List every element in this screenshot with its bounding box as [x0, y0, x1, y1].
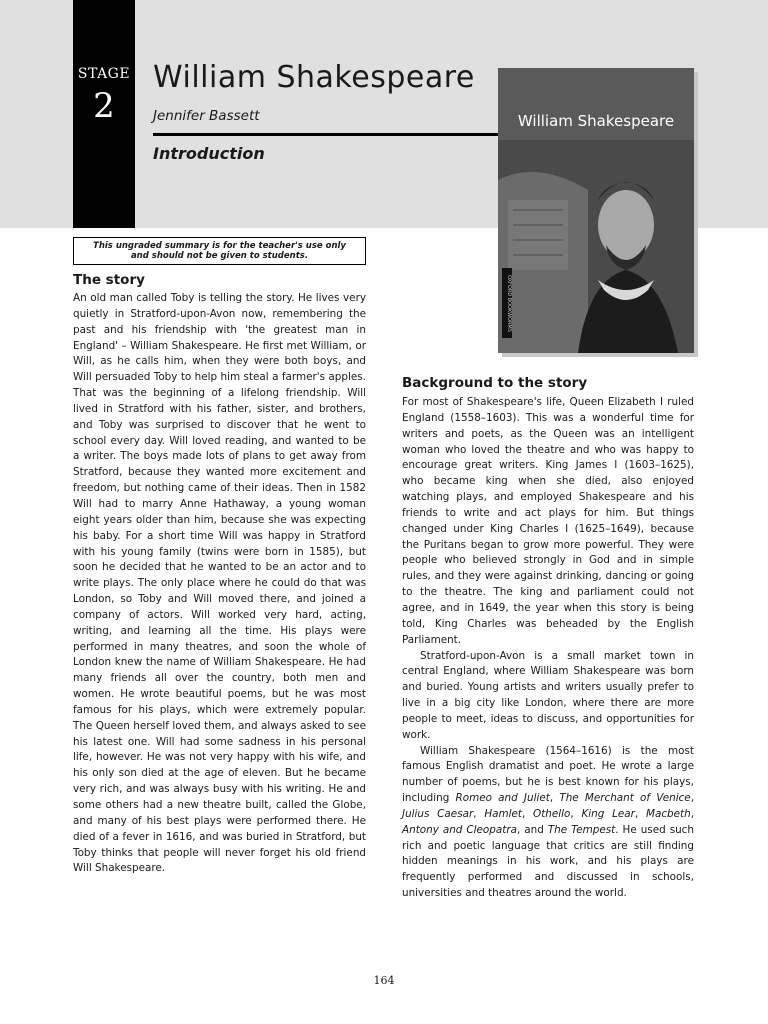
section-heading: Introduction [153, 144, 265, 163]
teacher-notice [73, 237, 366, 265]
page-title: William Shakespeare [153, 60, 475, 95]
story-column [73, 291, 366, 877]
title-rule [153, 133, 500, 136]
play-title: King Lear [581, 807, 635, 820]
stage-badge [73, 0, 135, 228]
play-title: The Merchant of Venice [559, 792, 691, 805]
play-title: Antony and Cleopatra [402, 823, 517, 836]
story-paragraph: An old man called Toby is telling the story. He lives very quietly in Stratford-upon-Avon now, remembering the past and his friendship with 'the greatest man in England' – William Shakespeare. He first met William, or Will, as he calls him, when they were both boys, and Will persuaded Toby to help him steal a farmer's apples. That was the beginning of a lifelong friendship. Will lived in Stratford with his father, sister, and brothers, and Toby was surprised to discover that he went to school every day. Will loved reading, and wanted to be a writer. The boys made lots of plans to get away from Stratford, because they wanted more excitement and freedom, but nothing came of their ideas. Then in 1582 Will had to marry Anne Hathaway, a young woman eight years older than him, because she was expecting his baby. For a short time Will was happy in Stratford with his young family (twins were born in 1585), but soon he decided that he wanted to be an actor and to write plays. The only place where he could do that was London, so Toby and Will moved there, and joined a company of actors. Will worked very hard, acting, writing, and learning all the time. His plays were performed in many theatres, and soon the whole of London knew the name of William Shakespeare. He had many friends all over the country, both men and women. He wrote beautiful poems, but he was most famous for his plays, which were extremely popular. The Queen herself loved them, and always asked to see his latest one. Will had some sadness in his personal life, however. He was not very happy with his wife, and his only son died at the age of eleven. But he became very rich, and was always busy with his writing. He and some others had a new theatre built, called the Globe, and many of his best plays were performed there. He died of a fever in 1616, and was buried in Stratford, but Toby thinks that people will never forget his old friend Will Shakespeare. [73, 292, 366, 875]
background-paragraph-1: For most of Shakespeare's life, Queen Elizabeth I ruled England (1558–1603). This was a wonderful time for writers and poets, as the Queen was an intelligent woman who loved the theatre and who was happy to encourage great writers. King James I (1603–1625), who became king when she died, also enjoyed watching plays, and employed Shakespeare and his friends to write and act plays for him. But things changed under King Charles I (1625–1649), because the Puritans began to grow more powerful. They were people who believed strongly in God and in simple rules, and they were against drinking, dancing or going to the theatre. The king and parliament could not agree, and in 1649, the year when this story is being told, King Charles was beheaded by the English Parliament. [402, 396, 694, 646]
page-number: 164 [373, 974, 395, 987]
play-title: Othello [533, 807, 571, 820]
play-title: Macbeth [646, 807, 691, 820]
background-paragraph-3: William Shakespeare (1564–1616) is the most famous English dramatist and poet. He wrote a large number of poems, but he is best known for his plays, including Romeo and Juliet, The Merchant of Venice, Julius Caesar, Hamlet, Othello, King Lear, Macbeth, Antony and Cleopatra, and The Tempest. He used such rich and poetic language that critics are still finding hidden meanings in his work, and his plays are frequently performed and discussed in schools, universities and theatres around the world. [402, 744, 695, 900]
background-paragraph-2: Stratford-upon-Avon is a small market town in central England, where William Shakespeare was born and buried. Young artists and writers usually prefer to live in a big city like London, where there are more people to meet, ideas to discuss, and opportunities for work. [402, 649, 694, 741]
stage-number: 2 [93, 86, 115, 126]
notice-line-1: This ungraded summary is for the teacher's use only [93, 241, 346, 251]
story-heading: The story [73, 272, 145, 288]
play-title: Romeo and Juliet [455, 792, 550, 805]
play-title: The Tempest [547, 823, 616, 836]
stage-label: STAGE [77, 66, 131, 82]
background-column [402, 395, 694, 902]
notice-line-2: and should not be given to students. [130, 251, 309, 261]
background-heading: Background to the story [402, 375, 588, 391]
cover-spine-text: OXFORD BOOKWORMS [502, 268, 512, 338]
cover-title: William Shakespeare [517, 112, 675, 130]
portrait-illustration [498, 140, 694, 353]
author-name: Jennifer Bassett [153, 108, 260, 124]
book-cover-image [498, 68, 694, 353]
play-title: Julius Caesar [402, 807, 474, 820]
play-title: Hamlet [484, 807, 522, 820]
